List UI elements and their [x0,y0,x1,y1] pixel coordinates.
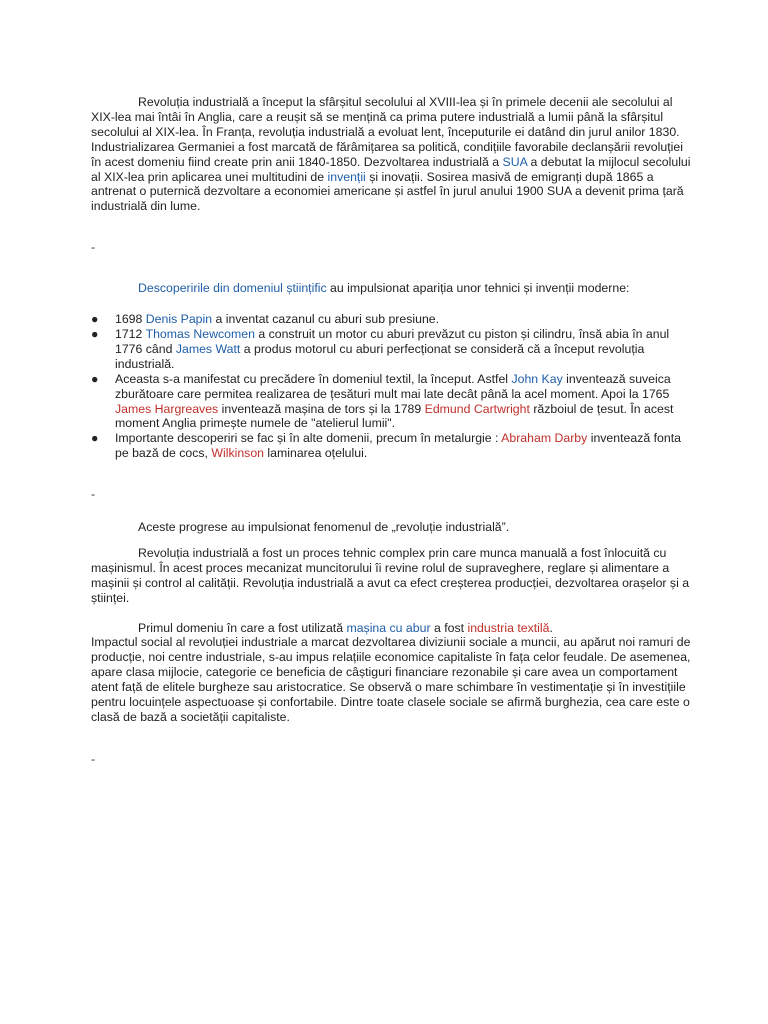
text-run: 1698 [115,312,146,327]
paragraph-discoveries [91,281,691,296]
paragraph-social-impact [91,635,691,724]
inventions-list [91,312,691,461]
text-link[interactable]: Descoperirile din domeniul științific [138,281,327,296]
text-run: Primul domeniu în care a fost utilizată [138,620,347,635]
text-run: laminarea oțelului. [264,446,368,461]
bullet-icon: ● [91,371,99,386]
text-run: Aceasta s-a manifestat cu precădere în domeniul textil, la început. Astfel [115,371,512,386]
separator-dash: - [91,487,96,502]
text-link[interactable]: Anglia [197,109,232,124]
list-item [91,327,691,372]
text-run: . [549,620,553,635]
text-link[interactable]: Denis Papin [145,312,213,327]
list-item-text [115,312,439,326]
text-run: a fost [430,620,468,635]
text-link[interactable]: Germaniei [177,139,235,154]
text-run: inventează suveica zburătoare care permitea realizarea de țesături mult mai late decât până la acel moment. Apoi la 1765 [115,371,671,401]
list-item-text [115,431,681,460]
list-item [91,312,691,327]
text-link[interactable]: Edmund Cartwright [424,401,530,416]
text-run: războiul de țesut. În acest moment Anglia primește numele de "atelierul lumii". [115,401,674,431]
text-link[interactable]: James Hargreaves [115,401,219,416]
text-link[interactable]: mașina cu abur [346,620,431,635]
paragraph-first-domain [91,621,691,636]
text-run: a fost marcată de fărâmițarea sa politică, condițiile favorabile declanșării revoluției în acest domeniu fiind create prin anii 1840-1850. Dezvoltarea industrială a [91,139,683,169]
document-page [91,95,691,767]
list-item-text [115,372,673,431]
text-run: , revoluția industrială a evoluat lent, începuturile ei datând din jurul anilor 1830. Industrializarea [91,124,680,154]
text-link[interactable]: Thomas Newcomen [145,326,255,341]
text-run: au impulsionat apariția unor tehnici și invenții moderne: [326,281,630,296]
text-run: și inovații. Sosirea masivă de emigranți după 1865 a antrenat o puternică dezvoltare a economiei americane și astfel în jurul anului 1900 SUA a devenit prima țară industrială din lume. [91,169,684,214]
bullet-icon: ● [91,312,99,327]
text-run: 1712 [115,326,146,341]
text-run: , care a reușit să se mențină ca prima putere industrială a lumii până la sfârșitul secolului al XIX-lea. În [91,109,664,139]
text-run: Aceste progrese au impulsionat fenomenul de „revoluție industrială”. [138,520,510,535]
text-run: a produs motorul cu aburi perfecționat se consideră că a început revoluția industrială. [115,341,645,371]
text-link[interactable]: John Kay [511,371,563,386]
separator-dash: - [91,751,96,766]
text-link[interactable]: Franța [216,124,252,139]
text-run: Importante descoperiri se fac și în alte domenii, precum în metalurgie : [115,431,502,446]
text-link[interactable]: invenții [327,169,366,184]
text-run: Revoluția industrială a fost un proces tehnic complex prin care munca manuală a fost înlocuită cu mașinismul. În acest proces mecanizat muncitorului îi revine rolul de supraveghere, reglare și alimentare a mașinii și control al calității. Revoluția industrială a avut ca efect creșterea producției, dezvoltarea orașelor și a științei. [91,545,690,605]
paragraph-process [91,546,691,606]
text-link[interactable]: Wilkinson [211,446,265,461]
text-run: inventează mașina de tors și la 1789 [218,401,425,416]
paragraph-progress [91,520,691,535]
text-run: a inventat cazanul cu aburi sub presiune. [212,312,440,327]
separator-dash: - [91,240,96,255]
text-link[interactable]: industria textilă [467,620,550,635]
list-item-text [115,327,669,371]
list-item [91,372,691,432]
text-run: a construit un motor cu aburi prevăzut cu piston și cilindru, însă abia în anul 1776 când [115,326,670,356]
text-link[interactable]: SUA [502,154,528,169]
text-run: inventează fonta pe bază de cocs, [115,431,681,461]
bullet-icon: ● [91,326,99,341]
bullet-icon: ● [91,431,99,446]
list-item [91,431,691,461]
text-link[interactable]: James Watt [175,341,241,356]
text-link[interactable]: Abraham Darby [501,431,588,446]
paragraph-intro [91,95,691,214]
text-run: a debutat la mijlocul secolului al XIX-lea prin aplicarea unei multitudini de [91,154,691,184]
text-run: Revoluția industrială a început la sfârșitul secolului al XVIII-lea și în primele decenii ale secolului al XIX-lea mai întâi în [91,95,673,124]
text-run: Impactul social al revoluției industriale a marcat dezvoltarea diviziunii sociale a muncii, au apărut noi ramuri de producție, noi centre industriale, s-au impus relațiile economice capitaliste în fața celor feudale. De asemenea, apare clasa mijlocie, categorie ce beneficia de câștiguri financiare rezonabile și care avea un comportament atent față de elitele burgheze sau aristocratice. Se observă o mare schimbare în vestimentație și în investițiile pentru locuințele aspectuoase și confortabile. Dintre toate clasele sociale se afirmă burghezia, cea care este o clasă de bază a societății capitaliste. [91,635,691,724]
